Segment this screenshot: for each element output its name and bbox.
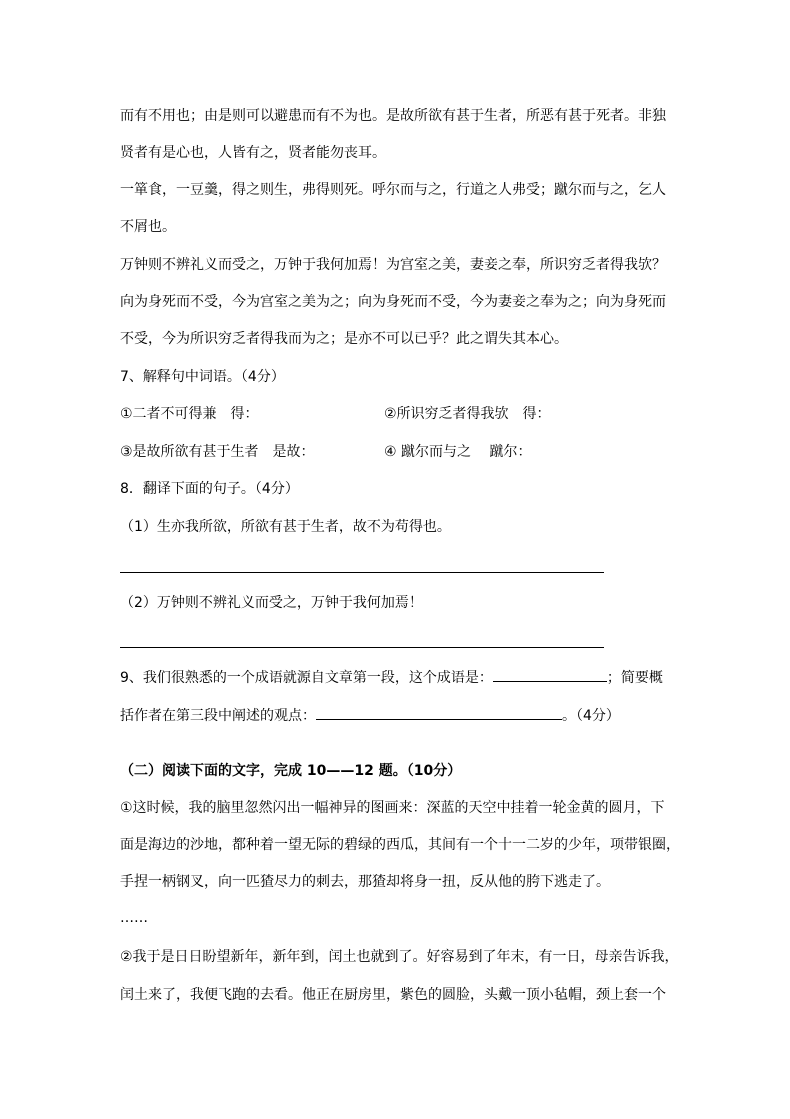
question-9-line-2 — [120, 706, 620, 725]
passage-line: ②我于是日日盼望新年，新年到，闰土也就到了。好容易到了年末，有一日，母亲告诉我， — [120, 949, 679, 965]
question-7-title: 7、解释句中词语。（4分） — [120, 369, 285, 385]
question-9-text: 括作者在第三段中阐述的观点： — [120, 708, 316, 724]
question-8-sentence-2: （2）万钟则不辨礼义而受之，万钟于我何加焉！ — [120, 595, 423, 611]
passage-line: ①这时候，我的脑里忽然闪出一幅神异的图画来：深蓝的天空中挂着一轮金黄的圆月，下 — [120, 800, 665, 816]
question-8-title: 8．翻译下面的句子。（4分） — [120, 481, 299, 497]
answer-line[interactable] — [120, 572, 604, 573]
question-9-text: 9、我们很熟悉的一个成语就源自文章第一段，这个成语是： — [120, 670, 493, 686]
question-9-text: ；简要概 — [606, 670, 663, 686]
passage-line: 手捏一柄钢叉，向一匹猹尽力的刺去，那猹却将身一扭，反从他的胯下逃走了。 — [120, 874, 610, 890]
question-7-item-b: ②所识穷乏者得我欤 得： — [384, 406, 551, 422]
question-9-line-1 — [120, 668, 663, 687]
question-9-text: 。（4分） — [562, 708, 620, 724]
passage-line: 不受，今为所识穷乏者得我而为之；是亦不可以已乎？此之谓失其本心。 — [120, 331, 568, 347]
answer-line[interactable] — [120, 647, 604, 648]
passage-line: 闰土来了，我便飞跑的去看。他正在厨房里，紫色的圆脸，头戴一顶小毡帽，颈上套一个 — [120, 987, 666, 1003]
section-2-heading: （二）阅读下面的文字，完成 10——12 题。（10分） — [120, 763, 462, 779]
passage-line: 万钟则不辨礼义而受之，万钟于我何加焉！为宫室之美，妻妾之奉，所识穷乏者得我欤？ — [120, 257, 666, 273]
passage-line: 面是海边的沙地，都种着一望无际的碧绿的西瓜，其间有一个十一二岁的少年，项带银圈， — [120, 837, 680, 853]
question-8-sentence-1: （1）生亦我所欲，所欲有甚于生者，故不为苟得也。 — [120, 519, 451, 535]
question-7-item-d: ④ 蹴尔而与之 蹴尔： — [384, 444, 532, 460]
passage-line: 一箪食，一豆羹，得之则生，弗得则死。呼尔而与之，行道之人弗受；蹴尔而与之，乞人 — [120, 182, 666, 198]
question-7-item-a: ①二者不可得兼 得： — [120, 406, 259, 422]
passage-line: 向为身死而不受，今为宫室之美为之；向为身死而不受，今为妻妾之奉为之；向为身死而 — [120, 294, 666, 310]
ellipsis: …… — [120, 910, 148, 926]
passage-line: 不屑也。 — [120, 219, 176, 235]
answer-blank[interactable] — [316, 706, 562, 720]
answer-blank[interactable] — [493, 668, 607, 682]
passage-line: 而有不用也；由是则可以避患而有不为也。是故所欲有甚于生者，所恶有甚于死者。非独 — [120, 108, 666, 124]
question-7-item-c: ③是故所欲有甚于生者 是故： — [120, 444, 315, 460]
passage-line: 贤者有是心也，人皆有之，贤者能勿丧耳。 — [120, 145, 386, 161]
